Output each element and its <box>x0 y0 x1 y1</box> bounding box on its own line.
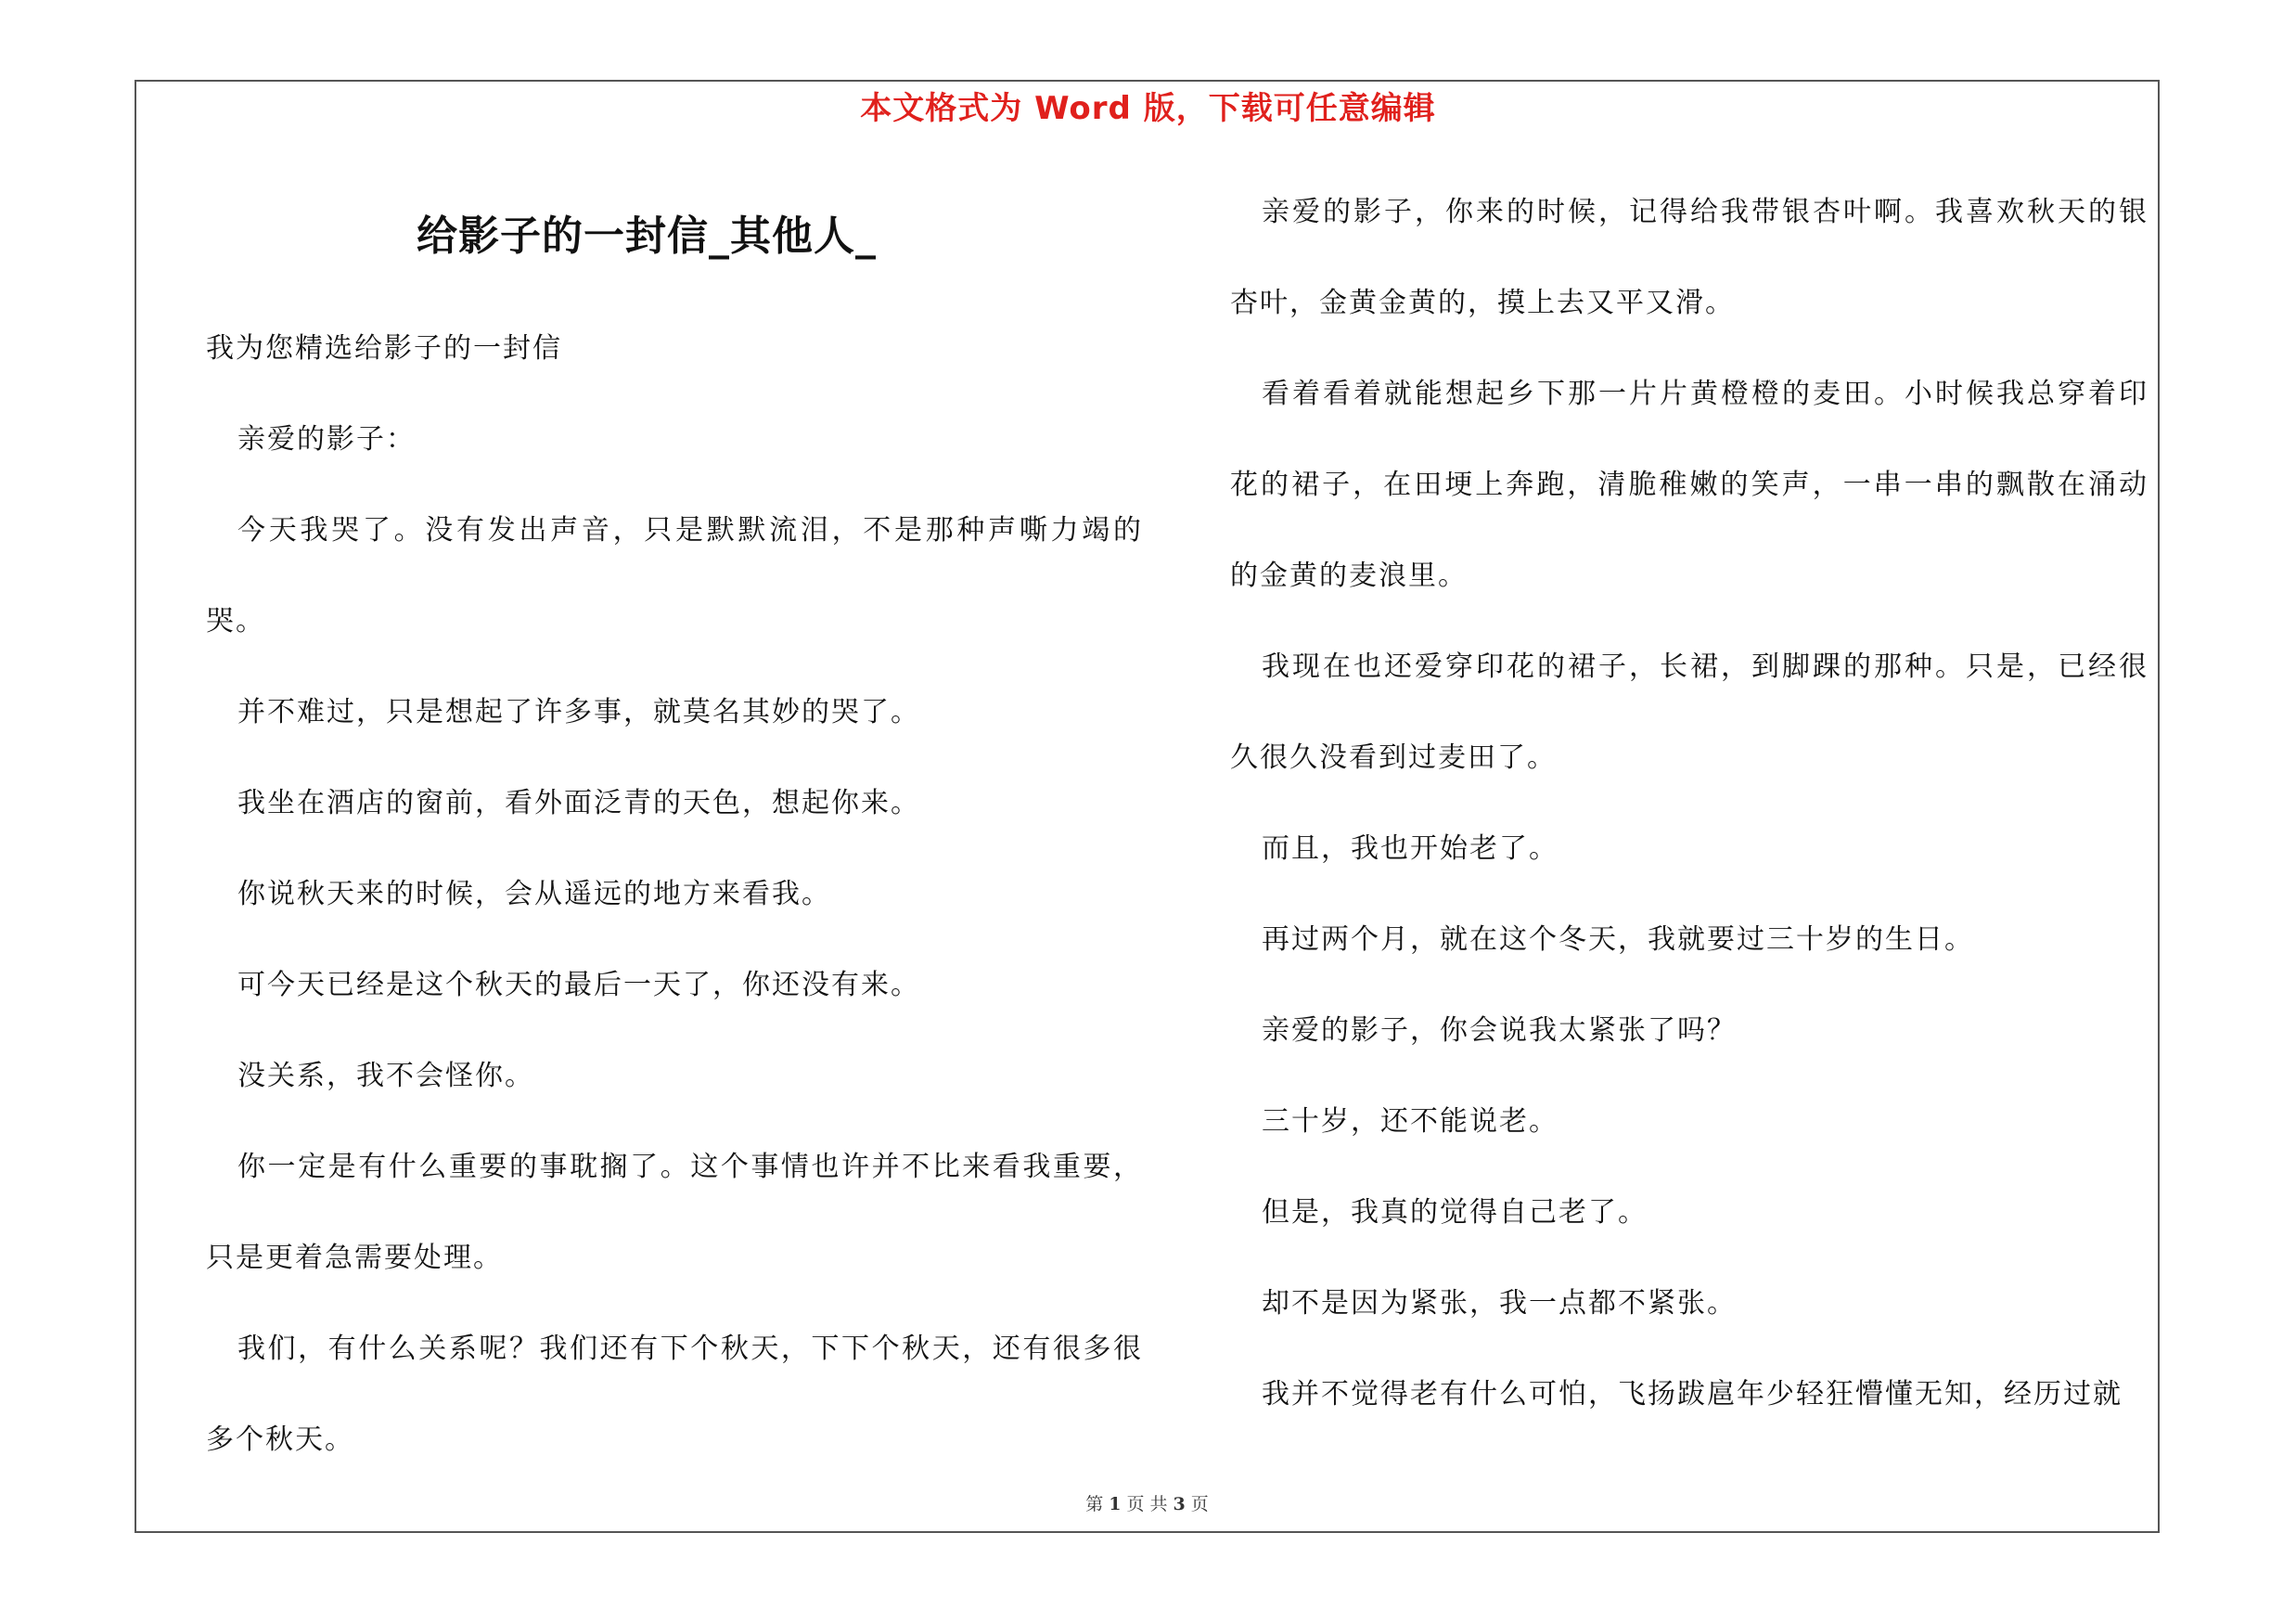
paragraph: 但是，我真的觉得自己老了。 <box>1262 1196 1648 1229</box>
footer-total-prefix: 共 <box>1149 1494 1170 1514</box>
paragraph: 亲爱的影子，你会说我太紧张了吗？ <box>1262 1014 1737 1047</box>
paragraph: 我为您精选给影子的一封信 <box>206 332 562 365</box>
footer-prefix: 第 <box>1085 1494 1106 1514</box>
footer-total-suffix: 页 <box>1190 1494 1211 1514</box>
format-banner: 本文格式为 Word 版，下载可任意编辑 <box>860 90 1436 127</box>
paragraph: 你说秋天来的时候，会从遥远的地方来看我。 <box>237 878 831 910</box>
total-page-count: 3 <box>1173 1494 1187 1514</box>
paragraph: 你一定是有什么重要的事耽搁了。这个事情也许并不比来看我重要，只是更着急需要处理。 <box>206 1151 1143 1274</box>
paragraph: 没关系，我不会怪你。 <box>237 1060 534 1092</box>
paragraph: 可今天已经是这个秋天的最后一天了，你还没有来。 <box>237 969 920 1001</box>
paragraph: 我并不觉得老有什么可怕，飞扬跋扈年少轻狂懵懂无知，经历过就 <box>1262 1378 2123 1410</box>
paragraph: 三十岁，还不能说老。 <box>1262 1105 1558 1138</box>
paragraph: 看着看着就能想起乡下那一片片黄橙橙的麦田。小时候我总穿着印花的裙子，在田埂上奔跑，清脆稚嫩的笑声，一串一串的飘散在涌动的金黄的麦浪里。 <box>1230 378 2148 592</box>
document-title: 给影子的一封信_其他人_ <box>417 213 877 260</box>
left-paragraphs <box>206 303 1143 1486</box>
paragraph: 并不难过，只是想起了许多事，就莫名其妙的哭了。 <box>237 696 920 728</box>
paragraph: 再过两个月，就在这个冬天，我就要过三十岁的生日。 <box>1262 923 1974 956</box>
paragraph: 我们，有什么关系呢？我们还有下个秋天，下下个秋天，还有很多很多个秋天。 <box>206 1333 1143 1456</box>
paragraph: 今天我哭了。没有发出声音，只是默默流泪，不是那种声嘶力竭的哭。 <box>206 514 1143 638</box>
page-footer <box>0 1490 2296 1518</box>
paragraph: 我坐在酒店的窗前，看外面泛青的天色，想起你来。 <box>237 787 920 819</box>
paragraph: 亲爱的影子，你来的时候，记得给我带银杏叶啊。我喜欢秋天的银杏叶，金黄金黄的，摸上去又平又滑。 <box>1230 196 2148 319</box>
current-page-number: 1 <box>1109 1494 1123 1514</box>
paragraph: 亲爱的影子： <box>237 423 416 456</box>
paragraph: 而且，我也开始老了。 <box>1262 832 1558 865</box>
paragraph: 却不是因为紧张，我一点都不紧张。 <box>1262 1287 1737 1320</box>
right-paragraphs <box>1230 167 2148 1440</box>
paragraph: 我现在也还爱穿印花的裙子，长裙，到脚踝的那种。只是，已经很久很久没看到过麦田了。 <box>1230 650 2148 774</box>
footer-page-word: 页 <box>1126 1494 1147 1514</box>
